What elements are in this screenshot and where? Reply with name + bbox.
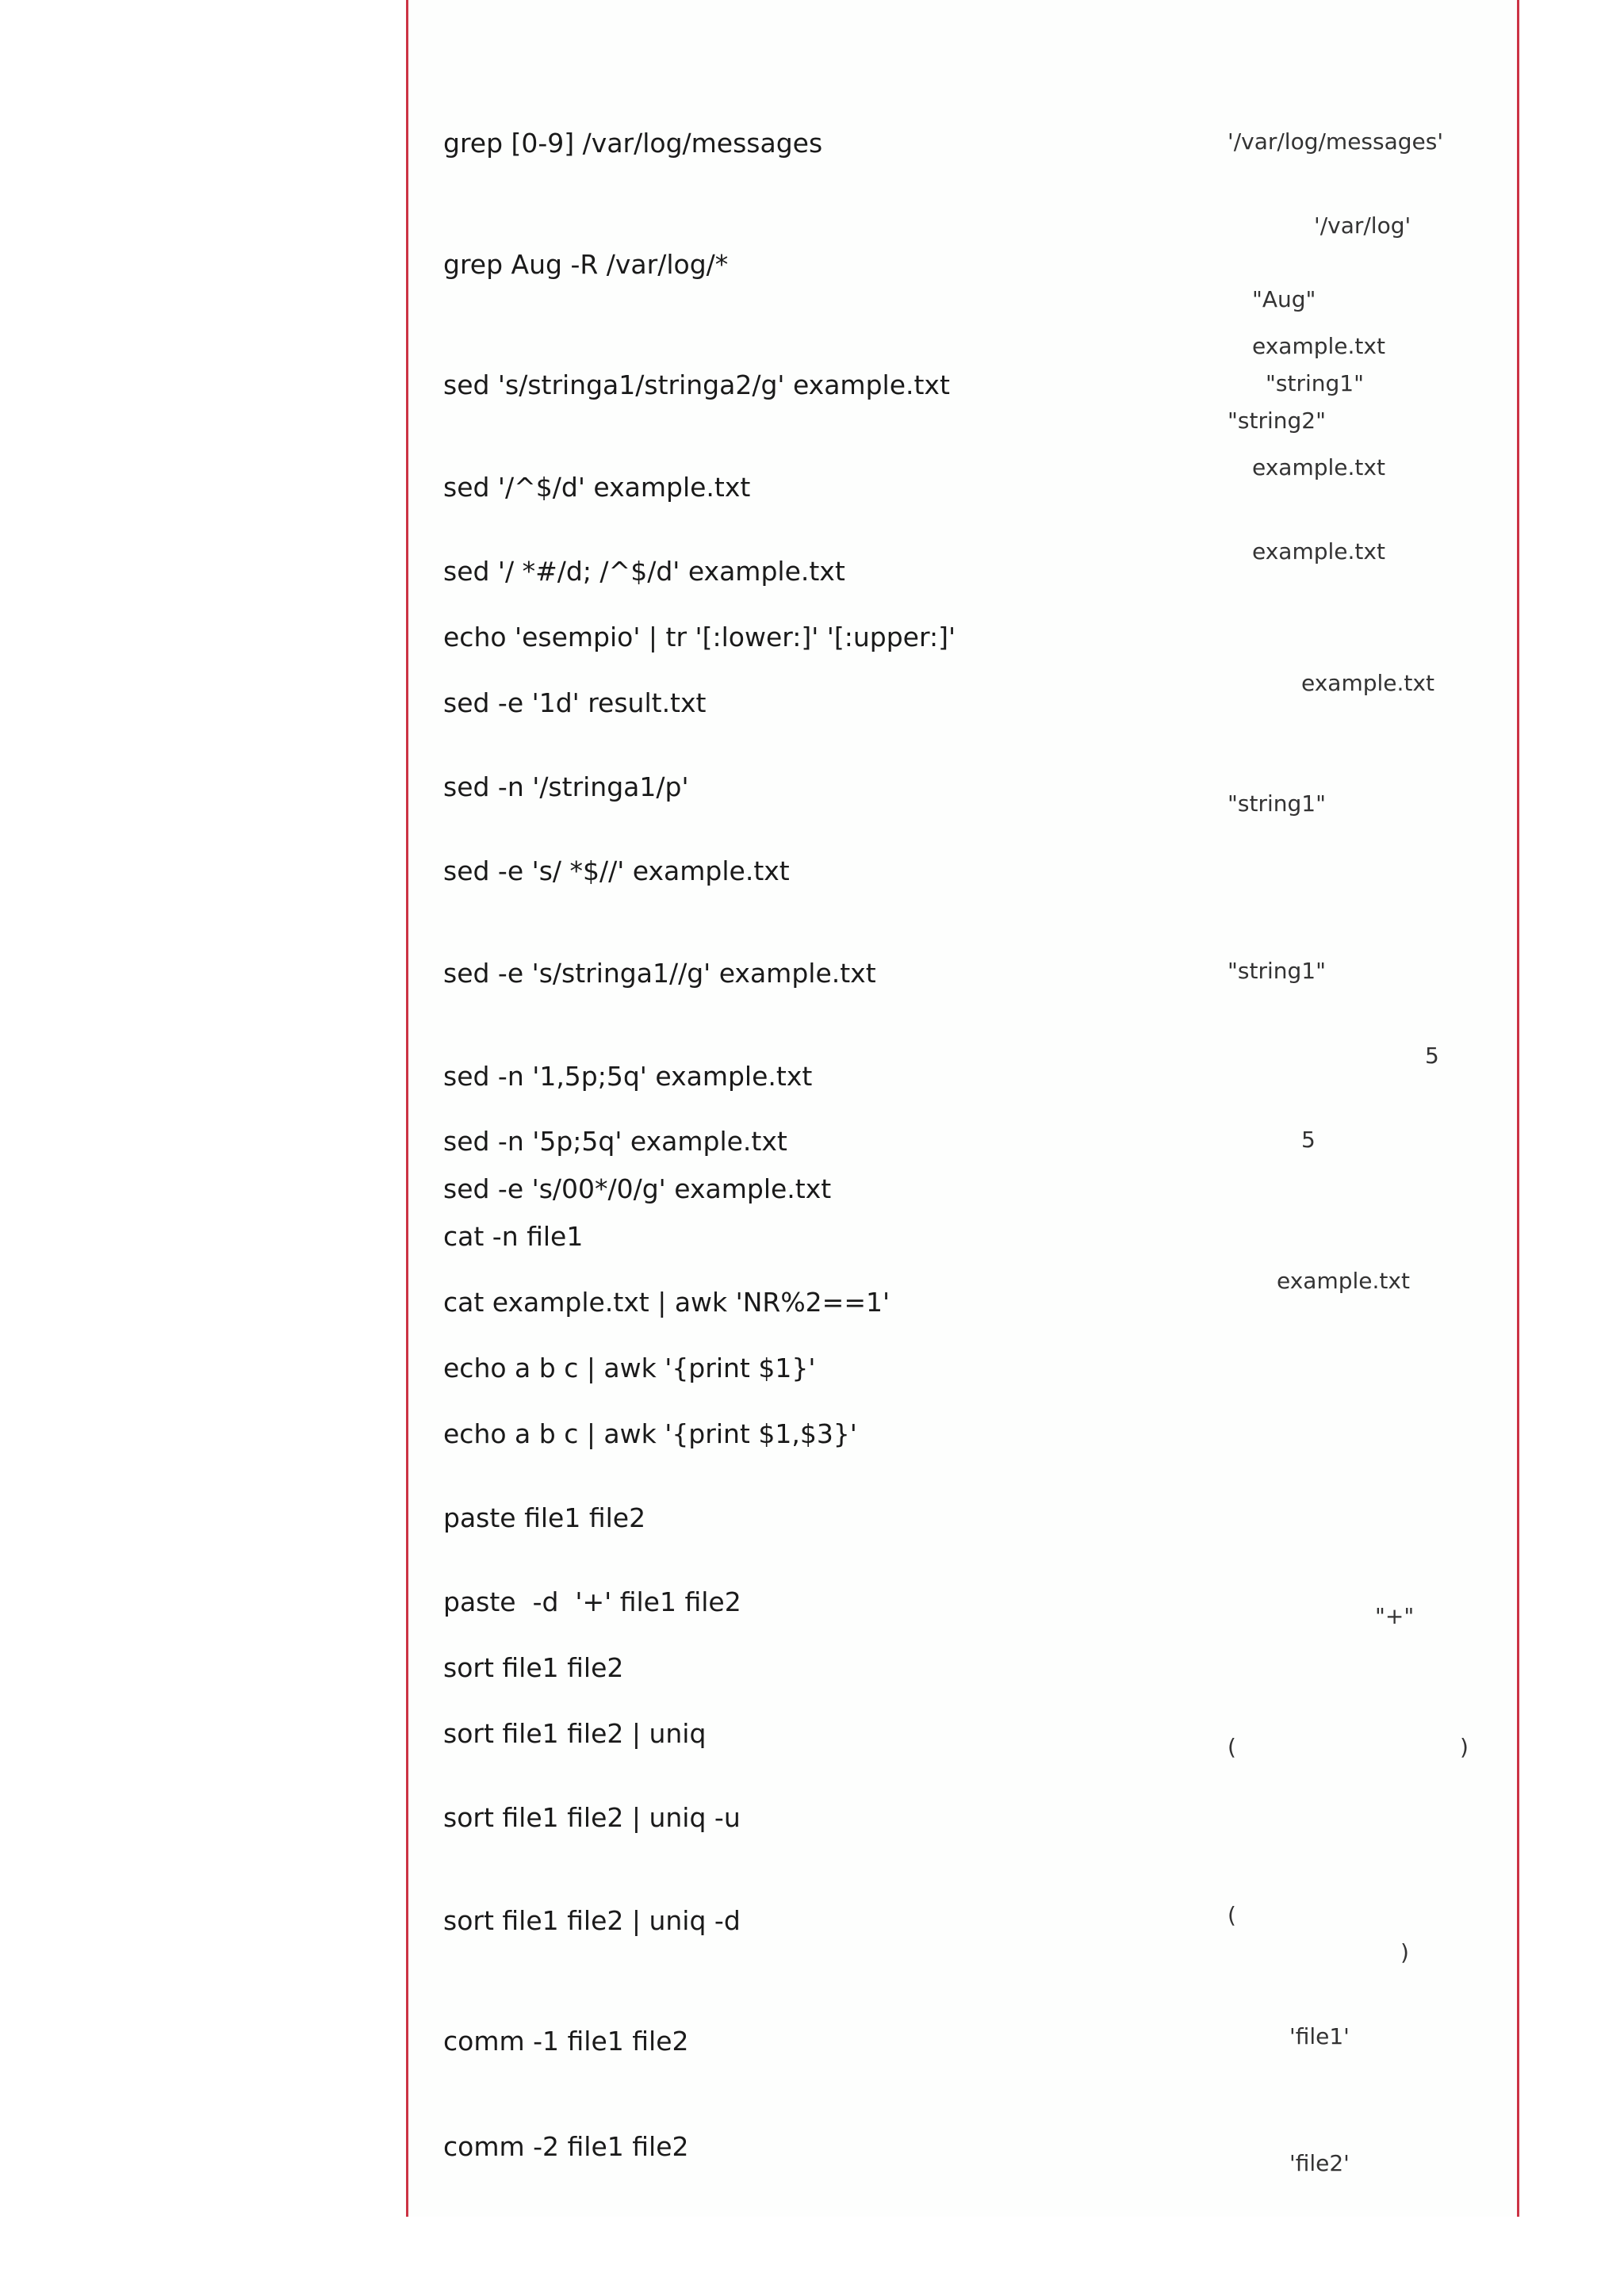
margin-note: "string2" xyxy=(1228,408,1326,434)
command-line: sort file1 file2 | uniq -u xyxy=(443,1802,741,1833)
command-line: sed -e '1d' result.txt xyxy=(443,687,707,718)
command-line: paste file1 file2 xyxy=(443,1502,646,1533)
command-line: echo a b c | awk '{print $1,$3}' xyxy=(443,1418,857,1449)
margin-note: "Aug" xyxy=(1252,286,1316,312)
margin-note: example.txt xyxy=(1252,538,1385,564)
command-line: sed -n '5p;5q' example.txt xyxy=(443,1126,787,1157)
margin-note: example.txt xyxy=(1252,454,1385,480)
command-line: sort file1 file2 | uniq xyxy=(443,1718,707,1749)
command-line: sed '/ *#/d; /^$/d' example.txt xyxy=(443,556,845,587)
command-line: sed '/^$/d' example.txt xyxy=(443,472,751,503)
command-line: echo 'esempio' | tr '[:lower:]' '[:upper:]' xyxy=(443,622,956,652)
margin-note: 'file1' xyxy=(1289,2023,1350,2049)
command-line: sed -n '1,5p;5q' example.txt xyxy=(443,1061,813,1092)
margin-note: ( xyxy=(1228,1734,1236,1760)
margin-note: "string1" xyxy=(1228,958,1326,984)
margin-note: "+" xyxy=(1375,1603,1415,1629)
margin-note: ) xyxy=(1460,1734,1469,1760)
command-line: grep Aug -R /var/log/* xyxy=(443,249,729,280)
command-line: sed -e 's/stringa1//g' example.txt xyxy=(443,958,876,989)
margin-note: example.txt xyxy=(1252,333,1385,359)
command-line: cat example.txt | awk 'NR%2==1' xyxy=(443,1287,891,1318)
margin-note: 5 xyxy=(1425,1043,1439,1069)
command-line: comm -1 file1 file2 xyxy=(443,2026,689,2057)
command-line: paste -d '+' file1 file2 xyxy=(443,1586,741,1617)
margin-note: example.txt xyxy=(1277,1268,1410,1294)
margin-note: 'file2' xyxy=(1289,2150,1350,2176)
margin-note: 5 xyxy=(1301,1127,1316,1153)
margin-note: "string1" xyxy=(1266,370,1364,396)
margin-note: '/var/log' xyxy=(1314,212,1411,239)
command-line: sed -e 's/ *$//' example.txt xyxy=(443,855,790,886)
command-line: sed -n '/stringa1/p' xyxy=(443,771,689,802)
margin-note: ( xyxy=(1228,1902,1236,1928)
margin-note: "string1" xyxy=(1228,790,1326,817)
command-line: grep [0-9] /var/log/messages xyxy=(443,128,823,159)
margin-note: ) xyxy=(1400,1939,1409,1965)
margin-note: '/var/log/messages' xyxy=(1228,128,1444,155)
command-line: sed -e 's/00*/0/g' example.txt xyxy=(443,1173,832,1204)
command-line: sed 's/stringa1/stringa2/g' example.txt xyxy=(443,369,950,400)
command-line: comm -2 file1 file2 xyxy=(443,2131,689,2162)
command-line: cat -n file1 xyxy=(443,1221,584,1252)
margin-note: example.txt xyxy=(1301,670,1434,696)
command-line: sort file1 file2 | uniq -d xyxy=(443,1905,741,1936)
command-line: sort file1 file2 xyxy=(443,1652,624,1683)
command-line: echo a b c | awk '{print $1}' xyxy=(443,1353,816,1383)
